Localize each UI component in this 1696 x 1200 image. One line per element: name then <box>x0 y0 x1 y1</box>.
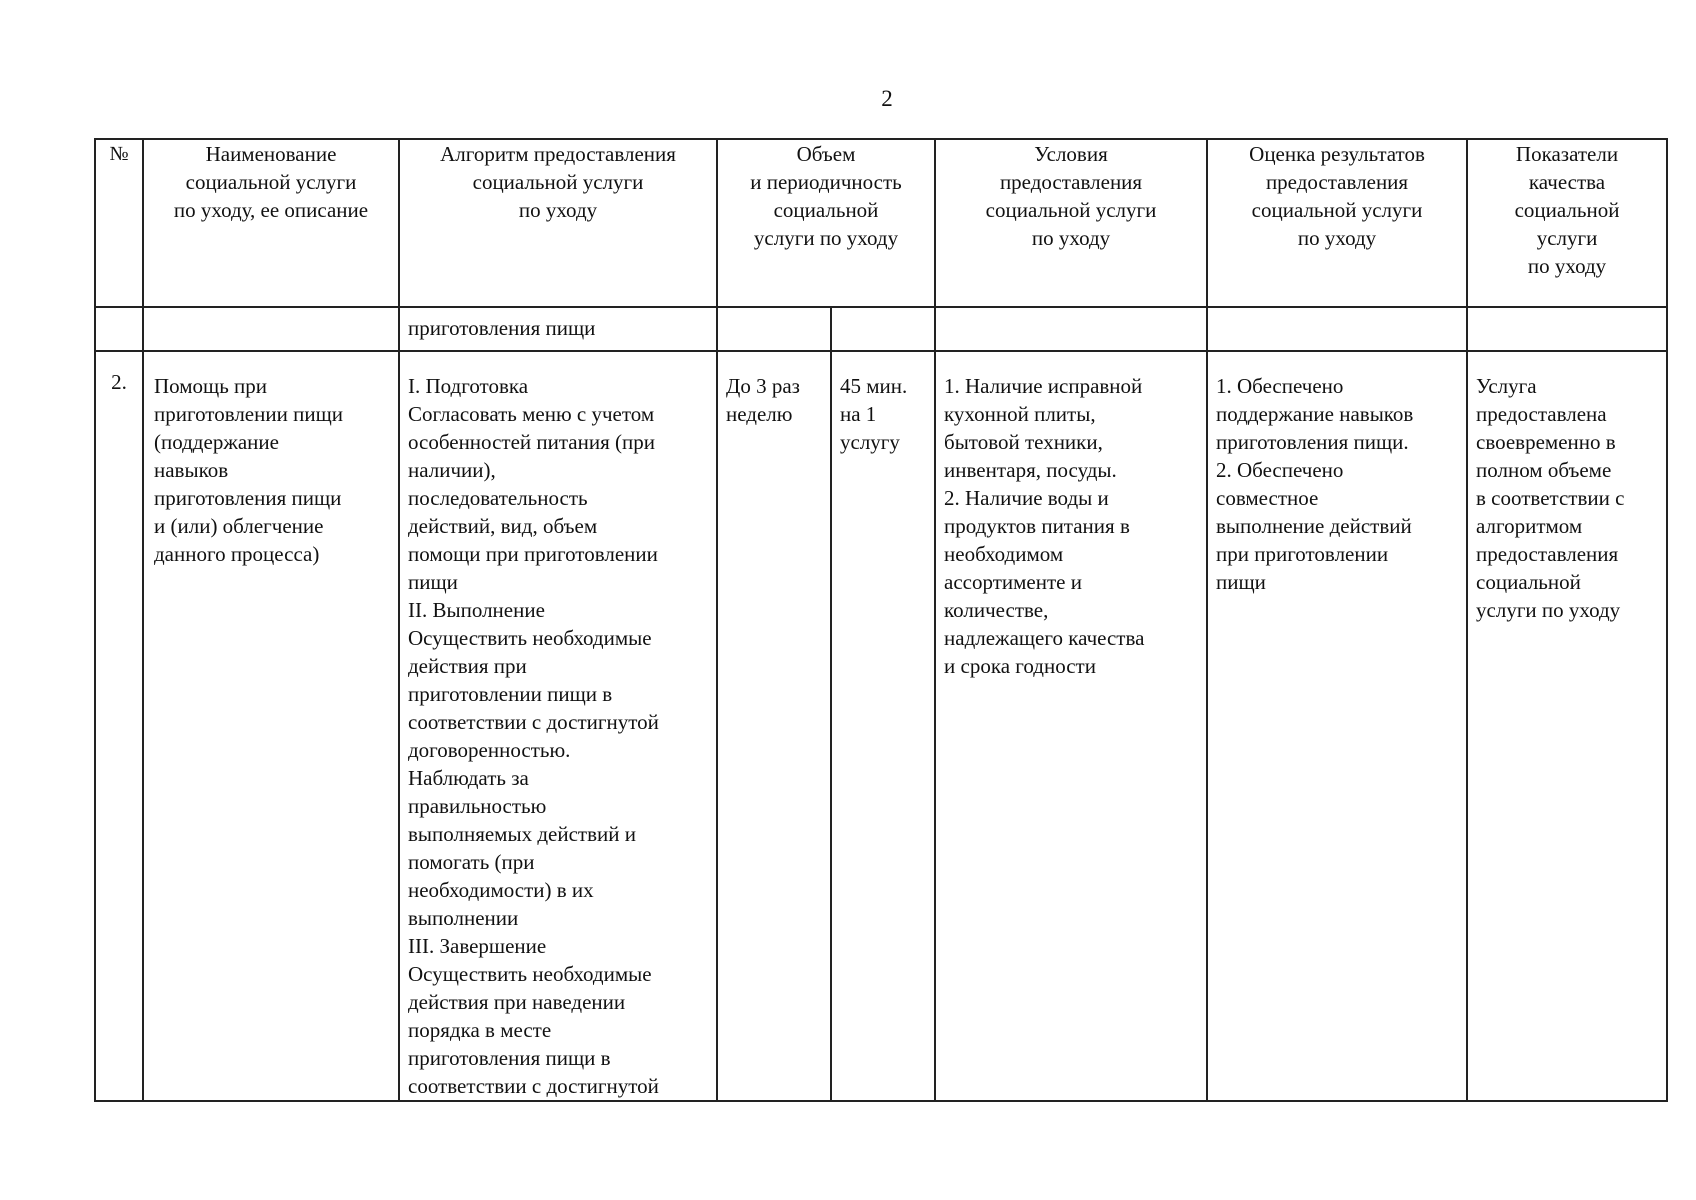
cont-duration <box>831 307 935 351</box>
cont-name <box>143 307 399 351</box>
cont-indicators <box>1467 307 1667 351</box>
services-table <box>94 138 1668 1102</box>
header-volume: Объем и периодичность социальной услуги по уходу <box>717 139 935 307</box>
row-duration: 45 мин. на 1 услугу <box>831 351 935 1101</box>
row-evaluation: 1. Обеспечено поддержание навыков приготовления пищи. 2. Обеспечено совместное выполнение действий при приготовлении пищи <box>1207 351 1467 1101</box>
cont-frequency <box>717 307 831 351</box>
cont-evaluation <box>1207 307 1467 351</box>
header-name: Наименование социальной услуги по уходу, ее описание <box>143 139 399 307</box>
header-indicators: Показатели качества социальной услуги по уходу <box>1467 139 1667 307</box>
continuation-row <box>95 307 1667 351</box>
table-header-row <box>95 139 1667 307</box>
table-row <box>95 351 1667 1101</box>
row-name: Помощь при приготовлении пищи (поддержание навыков приготовления пищи и (или) облегчение данного процесса) <box>143 351 399 1101</box>
header-num: № <box>95 139 143 307</box>
row-num: 2. <box>95 351 143 1101</box>
cont-num <box>95 307 143 351</box>
row-conditions: 1. Наличие исправной кухонной плиты, бытовой техники, инвентаря, посуды. 2. Наличие воды и продуктов питания в необходимом ассортименте и количестве, надлежащего качества и срока годности <box>935 351 1207 1101</box>
header-algorithm: Алгоритм предоставления социальной услуги по уходу <box>399 139 717 307</box>
header-evaluation: Оценка результатов предоставления социальной услуги по уходу <box>1207 139 1467 307</box>
page-number: 2 <box>881 86 893 111</box>
cont-conditions <box>935 307 1207 351</box>
row-frequency: До 3 раз неделю <box>717 351 831 1101</box>
row-indicators: Услуга предоставлена своевременно в полном объеме в соответствии с алгоритмом предоставления социальной услуги по уходу <box>1467 351 1667 1101</box>
header-conditions: Условия предоставления социальной услуги по уходу <box>935 139 1207 307</box>
row-algorithm: I. Подготовка Согласовать меню с учетом особенностей питания (при наличии), последовательность действий, вид, объем помощи при приготовлении пищи II. Выполнение Осуществить необходимые действия при приготовлении пищи в соответствии с достигнутой договоренностью. Наблюдать за правильностью выполняемых действий и помогать (при необходимости) в их выполнении III. Завершение Осуществить необходимые действия при наведении порядка в месте приготовления пищи в соответствии с достигнутой <box>399 351 717 1101</box>
cont-algorithm: приготовления пищи <box>399 307 717 351</box>
